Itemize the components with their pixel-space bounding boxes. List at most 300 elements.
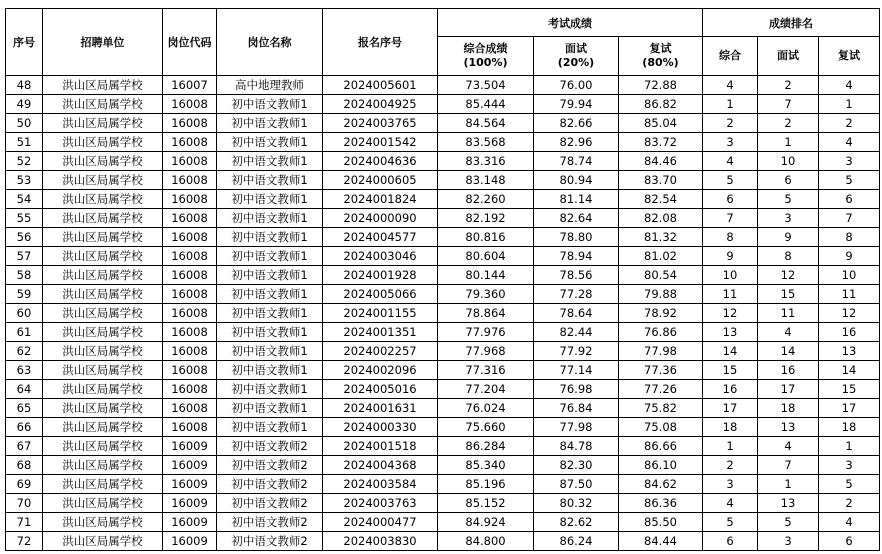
post-code-cell: 16008 bbox=[163, 418, 217, 437]
post-code-cell: 16008 bbox=[163, 304, 217, 323]
retest-score-cell: 80.54 bbox=[619, 266, 703, 285]
post-name-cell: 初中语文教师1 bbox=[217, 266, 323, 285]
reg-no-cell: 2024000605 bbox=[323, 171, 438, 190]
score-table bbox=[5, 8, 880, 551]
reg-no-cell: 2024002096 bbox=[323, 361, 438, 380]
interview-score-cell: 76.00 bbox=[534, 76, 619, 95]
rank-total-cell: 14 bbox=[703, 342, 758, 361]
post-name-cell: 初中语文教师1 bbox=[217, 190, 323, 209]
total-score-cell: 83.568 bbox=[438, 133, 534, 152]
total-score-cell: 80.604 bbox=[438, 247, 534, 266]
rank-retest-cell: 3 bbox=[819, 152, 880, 171]
total-score-cell: 85.152 bbox=[438, 494, 534, 513]
retest-score-cell: 83.72 bbox=[619, 133, 703, 152]
interview-score-label: 面试 bbox=[565, 42, 587, 55]
interview-score-weight: (20%) bbox=[557, 56, 595, 69]
rank-retest-cell: 4 bbox=[819, 76, 880, 95]
post-name-cell: 初中语文教师1 bbox=[217, 133, 323, 152]
rank-interview-cell: 2 bbox=[758, 76, 819, 95]
rank-interview-cell: 3 bbox=[758, 532, 819, 551]
post-code-cell: 16008 bbox=[163, 380, 217, 399]
unit-cell: 洪山区局属学校 bbox=[43, 171, 163, 190]
table-row bbox=[6, 323, 880, 342]
post-name-cell: 初中语文教师1 bbox=[217, 114, 323, 133]
seq-cell: 54 bbox=[6, 190, 43, 209]
total-score-cell: 80.816 bbox=[438, 228, 534, 247]
rank-interview-cell: 12 bbox=[758, 266, 819, 285]
col-header-rank-total: 综合 bbox=[703, 37, 758, 76]
seq-cell: 58 bbox=[6, 266, 43, 285]
interview-score-cell: 77.92 bbox=[534, 342, 619, 361]
table-row bbox=[6, 133, 880, 152]
rank-total-cell: 11 bbox=[703, 285, 758, 304]
post-code-cell: 16008 bbox=[163, 399, 217, 418]
rank-retest-cell: 16 bbox=[819, 323, 880, 342]
rank-total-cell: 13 bbox=[703, 323, 758, 342]
post-name-cell: 初中语文教师1 bbox=[217, 418, 323, 437]
table-row bbox=[6, 513, 880, 532]
total-score-cell: 80.144 bbox=[438, 266, 534, 285]
retest-score-cell: 86.36 bbox=[619, 494, 703, 513]
col-header-seq: 序号 bbox=[6, 9, 43, 76]
reg-no-cell: 2024001928 bbox=[323, 266, 438, 285]
rank-interview-cell: 6 bbox=[758, 171, 819, 190]
rank-total-cell: 3 bbox=[703, 475, 758, 494]
post-code-cell: 16009 bbox=[163, 513, 217, 532]
rank-retest-cell: 10 bbox=[819, 266, 880, 285]
table-row bbox=[6, 399, 880, 418]
table-row bbox=[6, 190, 880, 209]
total-score-cell: 78.864 bbox=[438, 304, 534, 323]
total-score-cell: 77.968 bbox=[438, 342, 534, 361]
rank-total-cell: 9 bbox=[703, 247, 758, 266]
post-name-cell: 初中语文教师1 bbox=[217, 304, 323, 323]
retest-score-cell: 86.66 bbox=[619, 437, 703, 456]
interview-score-cell: 77.98 bbox=[534, 418, 619, 437]
header-row-1 bbox=[6, 9, 880, 37]
interview-score-cell: 78.80 bbox=[534, 228, 619, 247]
retest-score-cell: 83.70 bbox=[619, 171, 703, 190]
unit-cell: 洪山区局属学校 bbox=[43, 285, 163, 304]
retest-score-cell: 82.54 bbox=[619, 190, 703, 209]
rank-interview-cell: 16 bbox=[758, 361, 819, 380]
total-score-cell: 84.564 bbox=[438, 114, 534, 133]
retest-score-cell: 86.82 bbox=[619, 95, 703, 114]
rank-retest-cell: 4 bbox=[819, 513, 880, 532]
total-score-cell: 82.260 bbox=[438, 190, 534, 209]
seq-cell: 64 bbox=[6, 380, 43, 399]
rank-interview-cell: 14 bbox=[758, 342, 819, 361]
interview-score-cell: 82.62 bbox=[534, 513, 619, 532]
rank-interview-cell: 2 bbox=[758, 114, 819, 133]
table-row bbox=[6, 494, 880, 513]
post-code-cell: 16008 bbox=[163, 209, 217, 228]
rank-interview-cell: 10 bbox=[758, 152, 819, 171]
table-row bbox=[6, 76, 880, 95]
post-code-cell: 16008 bbox=[163, 285, 217, 304]
interview-score-cell: 79.94 bbox=[534, 95, 619, 114]
rank-total-cell: 4 bbox=[703, 152, 758, 171]
rank-total-cell: 5 bbox=[703, 171, 758, 190]
post-name-cell: 初中语文教师1 bbox=[217, 228, 323, 247]
rank-interview-cell: 5 bbox=[758, 190, 819, 209]
retest-score-cell: 84.46 bbox=[619, 152, 703, 171]
total-score-cell: 85.340 bbox=[438, 456, 534, 475]
total-score-cell: 84.800 bbox=[438, 532, 534, 551]
interview-score-cell: 82.30 bbox=[534, 456, 619, 475]
retest-score-cell: 79.88 bbox=[619, 285, 703, 304]
interview-score-cell: 77.28 bbox=[534, 285, 619, 304]
col-header-total-score bbox=[438, 37, 534, 76]
retest-score-cell: 77.36 bbox=[619, 361, 703, 380]
reg-no-cell: 2024004368 bbox=[323, 456, 438, 475]
total-score-cell: 77.204 bbox=[438, 380, 534, 399]
rank-interview-cell: 15 bbox=[758, 285, 819, 304]
post-name-cell: 初中语文教师1 bbox=[217, 285, 323, 304]
col-header-interview-score bbox=[534, 37, 619, 76]
interview-score-cell: 82.64 bbox=[534, 209, 619, 228]
table-row bbox=[6, 152, 880, 171]
total-score-cell: 84.924 bbox=[438, 513, 534, 532]
table-row bbox=[6, 342, 880, 361]
retest-score-weight: (80%) bbox=[642, 56, 679, 69]
post-code-cell: 16008 bbox=[163, 247, 217, 266]
rank-total-cell: 4 bbox=[703, 494, 758, 513]
reg-no-cell: 2024001518 bbox=[323, 437, 438, 456]
post-code-cell: 16009 bbox=[163, 494, 217, 513]
post-name-cell: 初中语文教师2 bbox=[217, 437, 323, 456]
rank-retest-cell: 5 bbox=[819, 171, 880, 190]
col-header-retest-score bbox=[619, 37, 703, 76]
interview-score-cell: 77.14 bbox=[534, 361, 619, 380]
interview-score-cell: 76.84 bbox=[534, 399, 619, 418]
unit-cell: 洪山区局属学校 bbox=[43, 114, 163, 133]
total-score-cell: 77.976 bbox=[438, 323, 534, 342]
reg-no-cell: 2024004577 bbox=[323, 228, 438, 247]
table-row bbox=[6, 114, 880, 133]
post-name-cell: 初中语文教师1 bbox=[217, 209, 323, 228]
unit-cell: 洪山区局属学校 bbox=[43, 418, 163, 437]
post-code-cell: 16008 bbox=[163, 95, 217, 114]
interview-score-cell: 78.64 bbox=[534, 304, 619, 323]
post-name-cell: 初中语文教师1 bbox=[217, 247, 323, 266]
post-name-cell: 高中地理教师 bbox=[217, 76, 323, 95]
seq-cell: 67 bbox=[6, 437, 43, 456]
group-header-exam-scores: 考试成绩 bbox=[438, 9, 703, 37]
col-header-rank-interview: 面试 bbox=[758, 37, 819, 76]
unit-cell: 洪山区局属学校 bbox=[43, 247, 163, 266]
rank-retest-cell: 6 bbox=[819, 190, 880, 209]
post-name-cell: 初中语文教师1 bbox=[217, 323, 323, 342]
post-name-cell: 初中语文教师2 bbox=[217, 513, 323, 532]
seq-cell: 49 bbox=[6, 95, 43, 114]
retest-score-cell: 81.02 bbox=[619, 247, 703, 266]
interview-score-cell: 81.14 bbox=[534, 190, 619, 209]
reg-no-cell: 2024005066 bbox=[323, 285, 438, 304]
interview-score-cell: 76.98 bbox=[534, 380, 619, 399]
post-code-cell: 16009 bbox=[163, 437, 217, 456]
post-code-cell: 16009 bbox=[163, 532, 217, 551]
rank-retest-cell: 15 bbox=[819, 380, 880, 399]
seq-cell: 51 bbox=[6, 133, 43, 152]
retest-score-label: 复试 bbox=[649, 42, 672, 55]
seq-cell: 68 bbox=[6, 456, 43, 475]
rank-interview-cell: 13 bbox=[758, 494, 819, 513]
reg-no-cell: 2024000090 bbox=[323, 209, 438, 228]
rank-retest-cell: 2 bbox=[819, 494, 880, 513]
unit-cell: 洪山区局属学校 bbox=[43, 361, 163, 380]
post-name-cell: 初中语文教师1 bbox=[217, 152, 323, 171]
retest-score-cell: 77.98 bbox=[619, 342, 703, 361]
rank-retest-cell: 4 bbox=[819, 133, 880, 152]
rank-retest-cell: 1 bbox=[819, 95, 880, 114]
rank-interview-cell: 7 bbox=[758, 95, 819, 114]
total-score-cell: 83.148 bbox=[438, 171, 534, 190]
reg-no-cell: 2024002257 bbox=[323, 342, 438, 361]
rank-total-cell: 18 bbox=[703, 418, 758, 437]
seq-cell: 52 bbox=[6, 152, 43, 171]
interview-score-cell: 82.44 bbox=[534, 323, 619, 342]
seq-cell: 48 bbox=[6, 76, 43, 95]
post-code-cell: 16008 bbox=[163, 342, 217, 361]
retest-score-cell: 81.32 bbox=[619, 228, 703, 247]
reg-no-cell: 2024003830 bbox=[323, 532, 438, 551]
retest-score-cell: 86.10 bbox=[619, 456, 703, 475]
rank-interview-cell: 11 bbox=[758, 304, 819, 323]
unit-cell: 洪山区局属学校 bbox=[43, 209, 163, 228]
post-code-cell: 16008 bbox=[163, 171, 217, 190]
total-score-cell: 79.360 bbox=[438, 285, 534, 304]
interview-score-cell: 86.24 bbox=[534, 532, 619, 551]
rank-interview-cell: 7 bbox=[758, 456, 819, 475]
interview-score-cell: 78.74 bbox=[534, 152, 619, 171]
rank-interview-cell: 9 bbox=[758, 228, 819, 247]
total-score-cell: 82.192 bbox=[438, 209, 534, 228]
post-code-cell: 16008 bbox=[163, 361, 217, 380]
total-score-cell: 86.284 bbox=[438, 437, 534, 456]
rank-total-cell: 2 bbox=[703, 456, 758, 475]
rank-retest-cell: 11 bbox=[819, 285, 880, 304]
reg-no-cell: 2024004636 bbox=[323, 152, 438, 171]
post-name-cell: 初中语文教师2 bbox=[217, 475, 323, 494]
interview-score-cell: 78.94 bbox=[534, 247, 619, 266]
rank-total-cell: 6 bbox=[703, 532, 758, 551]
seq-cell: 61 bbox=[6, 323, 43, 342]
rank-total-cell: 5 bbox=[703, 513, 758, 532]
rank-retest-cell: 3 bbox=[819, 456, 880, 475]
unit-cell: 洪山区局属学校 bbox=[43, 513, 163, 532]
reg-no-cell: 2024001155 bbox=[323, 304, 438, 323]
unit-cell: 洪山区局属学校 bbox=[43, 228, 163, 247]
retest-score-cell: 85.04 bbox=[619, 114, 703, 133]
interview-score-cell: 82.66 bbox=[534, 114, 619, 133]
post-code-cell: 16008 bbox=[163, 152, 217, 171]
post-code-cell: 16007 bbox=[163, 76, 217, 95]
table-row bbox=[6, 532, 880, 551]
post-name-cell: 初中语文教师2 bbox=[217, 456, 323, 475]
rank-interview-cell: 1 bbox=[758, 475, 819, 494]
rank-interview-cell: 17 bbox=[758, 380, 819, 399]
rank-total-cell: 17 bbox=[703, 399, 758, 418]
table-row bbox=[6, 171, 880, 190]
table-row bbox=[6, 228, 880, 247]
rank-total-cell: 3 bbox=[703, 133, 758, 152]
reg-no-cell: 2024000330 bbox=[323, 418, 438, 437]
table-row bbox=[6, 418, 880, 437]
retest-score-cell: 75.82 bbox=[619, 399, 703, 418]
rank-total-cell: 2 bbox=[703, 114, 758, 133]
unit-cell: 洪山区局属学校 bbox=[43, 380, 163, 399]
table-row bbox=[6, 475, 880, 494]
unit-cell: 洪山区局属学校 bbox=[43, 304, 163, 323]
rank-interview-cell: 1 bbox=[758, 133, 819, 152]
unit-cell: 洪山区局属学校 bbox=[43, 133, 163, 152]
reg-no-cell: 2024001542 bbox=[323, 133, 438, 152]
col-header-post-name: 岗位名称 bbox=[217, 9, 323, 76]
rank-retest-cell: 8 bbox=[819, 228, 880, 247]
unit-cell: 洪山区局属学校 bbox=[43, 456, 163, 475]
total-score-label: 综合成绩 bbox=[463, 42, 508, 55]
col-header-reg-no: 报名序号 bbox=[323, 9, 438, 76]
rank-interview-cell: 3 bbox=[758, 209, 819, 228]
rank-interview-cell: 18 bbox=[758, 399, 819, 418]
reg-no-cell: 2024001351 bbox=[323, 323, 438, 342]
unit-cell: 洪山区局属学校 bbox=[43, 323, 163, 342]
rank-retest-cell: 6 bbox=[819, 532, 880, 551]
post-code-cell: 16008 bbox=[163, 190, 217, 209]
interview-score-cell: 78.56 bbox=[534, 266, 619, 285]
seq-cell: 70 bbox=[6, 494, 43, 513]
interview-score-cell: 84.78 bbox=[534, 437, 619, 456]
post-code-cell: 16008 bbox=[163, 114, 217, 133]
seq-cell: 60 bbox=[6, 304, 43, 323]
retest-score-cell: 76.86 bbox=[619, 323, 703, 342]
rank-total-cell: 1 bbox=[703, 437, 758, 456]
unit-cell: 洪山区局属学校 bbox=[43, 342, 163, 361]
rank-total-cell: 1 bbox=[703, 95, 758, 114]
table-row bbox=[6, 95, 880, 114]
reg-no-cell: 2024001824 bbox=[323, 190, 438, 209]
rank-retest-cell: 14 bbox=[819, 361, 880, 380]
seq-cell: 72 bbox=[6, 532, 43, 551]
interview-score-cell: 80.94 bbox=[534, 171, 619, 190]
rank-retest-cell: 17 bbox=[819, 399, 880, 418]
rank-retest-cell: 2 bbox=[819, 114, 880, 133]
seq-cell: 56 bbox=[6, 228, 43, 247]
seq-cell: 69 bbox=[6, 475, 43, 494]
rank-retest-cell: 1 bbox=[819, 437, 880, 456]
unit-cell: 洪山区局属学校 bbox=[43, 437, 163, 456]
reg-no-cell: 2024003046 bbox=[323, 247, 438, 266]
rank-total-cell: 15 bbox=[703, 361, 758, 380]
col-header-unit: 招聘单位 bbox=[43, 9, 163, 76]
post-name-cell: 初中语文教师1 bbox=[217, 361, 323, 380]
reg-no-cell: 2024005601 bbox=[323, 76, 438, 95]
group-header-rankings: 成绩排名 bbox=[703, 9, 880, 37]
unit-cell: 洪山区局属学校 bbox=[43, 152, 163, 171]
retest-score-cell: 78.92 bbox=[619, 304, 703, 323]
seq-cell: 71 bbox=[6, 513, 43, 532]
table-row bbox=[6, 456, 880, 475]
col-header-rank-retest: 复试 bbox=[819, 37, 880, 76]
post-name-cell: 初中语文教师1 bbox=[217, 380, 323, 399]
rank-total-cell: 10 bbox=[703, 266, 758, 285]
retest-score-cell: 75.08 bbox=[619, 418, 703, 437]
rank-retest-cell: 9 bbox=[819, 247, 880, 266]
total-score-cell: 83.316 bbox=[438, 152, 534, 171]
post-code-cell: 16008 bbox=[163, 266, 217, 285]
retest-score-cell: 77.26 bbox=[619, 380, 703, 399]
rank-total-cell: 16 bbox=[703, 380, 758, 399]
seq-cell: 59 bbox=[6, 285, 43, 304]
post-name-cell: 初中语文教师2 bbox=[217, 494, 323, 513]
rank-total-cell: 12 bbox=[703, 304, 758, 323]
rank-total-cell: 8 bbox=[703, 228, 758, 247]
unit-cell: 洪山区局属学校 bbox=[43, 532, 163, 551]
unit-cell: 洪山区局属学校 bbox=[43, 494, 163, 513]
rank-interview-cell: 5 bbox=[758, 513, 819, 532]
interview-score-cell: 87.50 bbox=[534, 475, 619, 494]
retest-score-cell: 84.44 bbox=[619, 532, 703, 551]
interview-score-cell: 82.96 bbox=[534, 133, 619, 152]
rank-retest-cell: 5 bbox=[819, 475, 880, 494]
seq-cell: 62 bbox=[6, 342, 43, 361]
unit-cell: 洪山区局属学校 bbox=[43, 475, 163, 494]
seq-cell: 66 bbox=[6, 418, 43, 437]
post-name-cell: 初中语文教师1 bbox=[217, 342, 323, 361]
seq-cell: 53 bbox=[6, 171, 43, 190]
unit-cell: 洪山区局属学校 bbox=[43, 399, 163, 418]
rank-retest-cell: 12 bbox=[819, 304, 880, 323]
post-code-cell: 16008 bbox=[163, 228, 217, 247]
total-score-cell: 77.316 bbox=[438, 361, 534, 380]
total-score-weight: (100%) bbox=[463, 56, 508, 69]
rank-total-cell: 6 bbox=[703, 190, 758, 209]
table-row bbox=[6, 361, 880, 380]
post-name-cell: 初中语文教师1 bbox=[217, 95, 323, 114]
table-row bbox=[6, 285, 880, 304]
rank-total-cell: 7 bbox=[703, 209, 758, 228]
unit-cell: 洪山区局属学校 bbox=[43, 266, 163, 285]
retest-score-cell: 84.62 bbox=[619, 475, 703, 494]
unit-cell: 洪山区局属学校 bbox=[43, 95, 163, 114]
rank-interview-cell: 13 bbox=[758, 418, 819, 437]
total-score-cell: 76.024 bbox=[438, 399, 534, 418]
table-row bbox=[6, 380, 880, 399]
unit-cell: 洪山区局属学校 bbox=[43, 76, 163, 95]
rank-interview-cell: 4 bbox=[758, 323, 819, 342]
rank-total-cell: 4 bbox=[703, 76, 758, 95]
rank-interview-cell: 8 bbox=[758, 247, 819, 266]
rank-retest-cell: 7 bbox=[819, 209, 880, 228]
col-header-post-code: 岗位代码 bbox=[163, 9, 217, 76]
unit-cell: 洪山区局属学校 bbox=[43, 190, 163, 209]
rank-retest-cell: 18 bbox=[819, 418, 880, 437]
post-code-cell: 16009 bbox=[163, 456, 217, 475]
total-score-cell: 85.196 bbox=[438, 475, 534, 494]
interview-score-cell: 80.32 bbox=[534, 494, 619, 513]
seq-cell: 65 bbox=[6, 399, 43, 418]
post-code-cell: 16008 bbox=[163, 133, 217, 152]
seq-cell: 50 bbox=[6, 114, 43, 133]
reg-no-cell: 2024004925 bbox=[323, 95, 438, 114]
retest-score-cell: 85.50 bbox=[619, 513, 703, 532]
post-code-cell: 16008 bbox=[163, 323, 217, 342]
rank-interview-cell: 4 bbox=[758, 437, 819, 456]
reg-no-cell: 2024000477 bbox=[323, 513, 438, 532]
reg-no-cell: 2024001631 bbox=[323, 399, 438, 418]
seq-cell: 57 bbox=[6, 247, 43, 266]
